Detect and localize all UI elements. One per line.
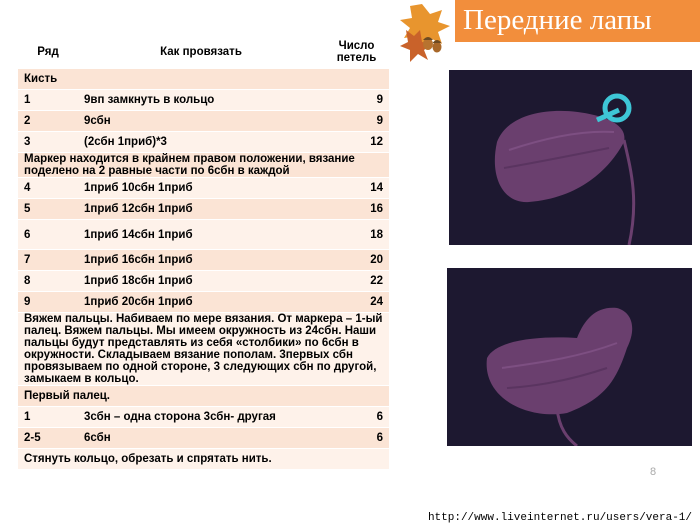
section-heading: [18, 69, 389, 90]
cell-count: 22: [324, 271, 389, 292]
section-heading-text: Кисть: [18, 69, 389, 90]
cell-how: 3сбн – одна сторона 3сбн- другая: [78, 407, 324, 428]
cell-how: 9сбн: [78, 111, 324, 132]
cell-row: 4: [18, 178, 78, 199]
cell-how: 1приб 12сбн 1приб: [78, 199, 324, 220]
table-row: [18, 407, 389, 428]
autumn-leaves-icon: [392, 0, 462, 66]
table-row: [18, 111, 389, 132]
table-row: [18, 90, 389, 111]
cell-count: 9: [324, 111, 389, 132]
cell-row: 1: [18, 90, 78, 111]
cell-row: 3: [18, 132, 78, 153]
photo-paw-first-finger: [447, 268, 692, 446]
cell-count: 24: [324, 292, 389, 313]
page-number: 8: [650, 466, 657, 478]
note-text: Вяжем пальцы. Набиваем по мере вязания. От маркера – 1-ый палец. Вяжем пальцы. Мы имеем окружность из 24сбн. Наши пальцы будут представлять из себя «столбики» по 6сбн в окружности. Складываем вязание пополам. 3первых сбн провязываем по одной стороне, 3 следующих сбн по другой, замыкаем в кольцо.: [18, 313, 389, 386]
table-row: [18, 292, 389, 313]
table-row: [18, 271, 389, 292]
note-row: [18, 449, 389, 470]
dotted-divider: [0, 12, 440, 18]
cell-how: (2сбн 1приб)*3: [78, 132, 324, 153]
cell-count: 6: [324, 428, 389, 449]
cell-how: 1приб 10сбн 1приб: [78, 178, 324, 199]
cell-how: 1приб 18сбн 1приб: [78, 271, 324, 292]
col-row-header: Ряд: [18, 35, 78, 69]
table-row: [18, 428, 389, 449]
cell-row: 2: [18, 111, 78, 132]
cell-how: 9вп замкнуть в кольцо: [78, 90, 324, 111]
cell-count: 20: [324, 250, 389, 271]
pattern-table: [18, 35, 389, 470]
cell-count: 6: [324, 407, 389, 428]
cell-row: 1: [18, 407, 78, 428]
section-heading: [18, 386, 389, 407]
table-row: [18, 132, 389, 153]
note-row: [18, 313, 389, 386]
table-row: [18, 178, 389, 199]
title-bar: [455, 0, 700, 42]
cell-row: 8: [18, 271, 78, 292]
table-header: [18, 35, 389, 69]
note-text: Стянуть кольцо, обрезать и спрятать нить.: [18, 449, 389, 470]
note-text: Маркер находится в крайнем правом положении, вязание поделено на 2 равные части по 6сбн в каждой: [18, 153, 389, 178]
cell-how: 1приб 14сбн 1приб: [78, 220, 324, 250]
cell-how: 1приб 20сбн 1приб: [78, 292, 324, 313]
cell-how: 6сбн: [78, 428, 324, 449]
cell-count: 14: [324, 178, 389, 199]
col-count-header: Число петель: [324, 35, 389, 69]
cell-count: 9: [324, 90, 389, 111]
cell-row: 9: [18, 292, 78, 313]
watermark-url: http://www.liveinternet.ru/users/vera-1/: [427, 512, 692, 524]
cell-count: 18: [324, 220, 389, 250]
cell-row: 6: [18, 220, 78, 250]
page-title: Передние лапы: [463, 4, 652, 36]
table-row: [18, 199, 389, 220]
table-row: [18, 250, 389, 271]
table-row: [18, 220, 389, 250]
cell-count: 16: [324, 199, 389, 220]
cell-how: 1приб 16сбн 1приб: [78, 250, 324, 271]
section-heading-text: Первый палец.: [18, 386, 389, 407]
cell-row: 7: [18, 250, 78, 271]
cell-row: 5: [18, 199, 78, 220]
cell-count: 12: [324, 132, 389, 153]
cell-row: 2-5: [18, 428, 78, 449]
col-how-header: Как провязать: [78, 35, 324, 69]
photo-paw-with-marker: [449, 70, 692, 245]
note-row: [18, 153, 389, 178]
